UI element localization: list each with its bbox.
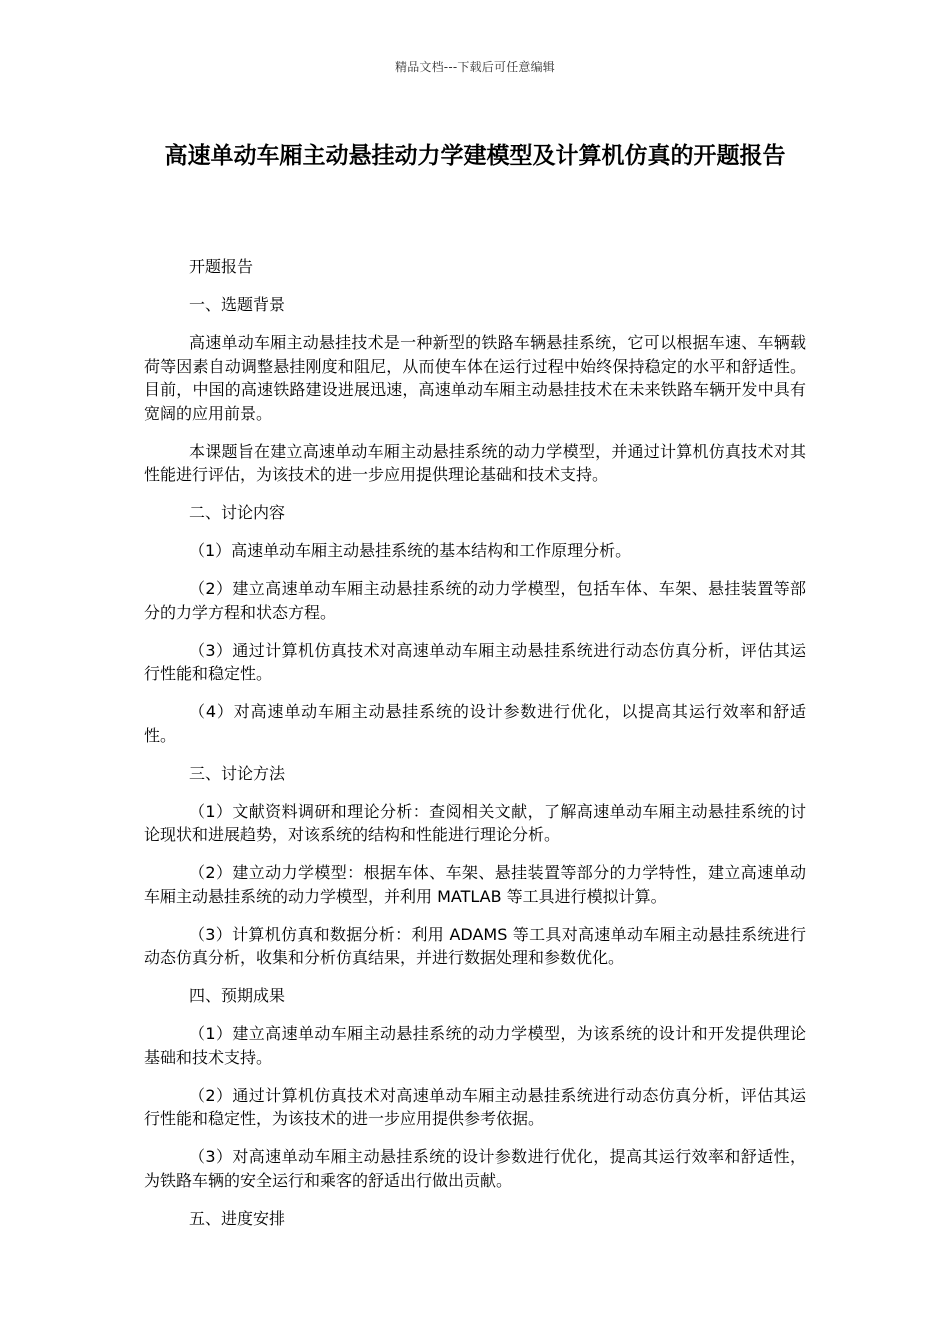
document-title: 高速单动车厢主动悬挂动力学建模型及计算机仿真的开题报告: [164, 143, 786, 169]
list-item: （3）计算机仿真和数据分析：利用 ADAMS 等工具对高速单动车厢主动悬挂系统进行动态仿真分析，收集和分析仿真结果，并进行数据处理和参数优化。: [144, 924, 806, 967]
paragraph: 高速单动车厢主动悬挂技术是一种新型的铁路车辆悬挂系统，它可以根据车速、车辆载荷等因素自动调整悬挂刚度和阻尼，从而使车体在运行过程中始终保持稳定的水平和舒适性。目前，中国的高速铁路建设进展迅速，高速单动车厢主动悬挂技术在未来铁路车辆开发中具有宽阔的应用前景。: [144, 333, 806, 423]
list-item: （2）建立动力学模型：根据车体、车架、悬挂装置等部分的力学特性，建立高速单动车厢主动悬挂系统的动力学模型，并利用 MATLAB 等工具进行模拟计算。: [144, 863, 806, 906]
list-item: （1）建立高速单动车厢主动悬挂系统的动力学模型，为该系统的设计和开发提供理论基础和技术支持。: [144, 1024, 806, 1067]
list-item: （4）对高速单动车厢主动悬挂系统的设计参数进行优化，以提高其运行效率和舒适性。: [144, 702, 806, 745]
list-item: （1）文献资料调研和理论分析：查阅相关文献，了解高速单动车厢主动悬挂系统的讨论现状和进展趋势，对该系统的结构和性能进行理论分析。: [144, 801, 806, 844]
list-item: （2）建立高速单动车厢主动悬挂系统的动力学模型，包括车体、车架、悬挂装置等部分的力学方程和状态方程。: [144, 579, 806, 622]
section-heading-method: 三、讨论方法: [189, 763, 286, 783]
paragraph: 本课题旨在建立高速单动车厢主动悬挂系统的动力学模型，并通过计算机仿真技术对其性能进行评估，为该技术的进一步应用提供理论基础和技术支持。: [144, 441, 806, 484]
list-item: （3）对高速单动车厢主动悬挂系统的设计参数进行优化，提高其运行效率和舒适性，为铁路车辆的安全运行和乘客的舒适出行做出贡献。: [144, 1147, 806, 1190]
report-label: 开题报告: [189, 257, 254, 276]
section-heading-outcomes: 四、预期成果: [189, 986, 286, 1005]
list-item: （1）高速单动车厢主动悬挂系统的基本结构和工作原理分析。: [189, 541, 632, 560]
section-heading-content: 二、讨论内容: [189, 503, 286, 522]
list-item: （3）通过计算机仿真技术对高速单动车厢主动悬挂系统进行动态仿真分析，评估其运行性能和稳定性。: [144, 640, 806, 683]
section-heading-schedule: 五、进度安排: [189, 1208, 286, 1228]
page-header-watermark: 精品文档---下载后可任意编辑: [395, 60, 555, 74]
section-heading-background: 一、选题背景: [189, 295, 286, 314]
list-item: （2）通过计算机仿真技术对高速单动车厢主动悬挂系统进行动态仿真分析，评估其运行性能和稳定性，为该技术的进一步应用提供参考依据。: [144, 1085, 806, 1128]
document-body: [144, 255, 806, 1245]
